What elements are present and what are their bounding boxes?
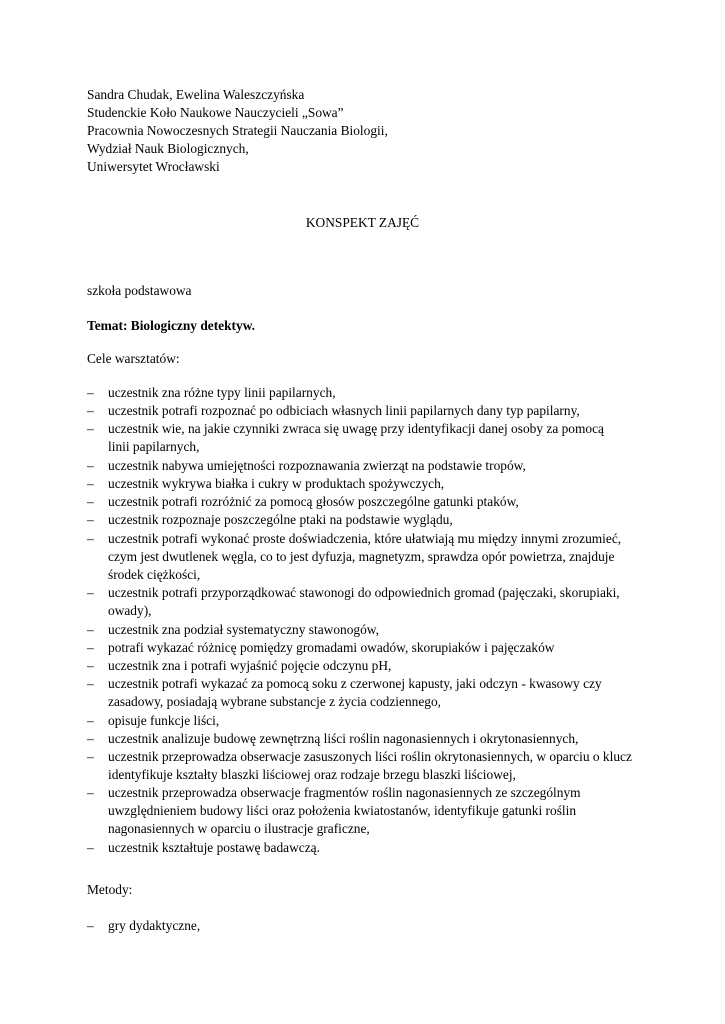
goal-item — [87, 839, 647, 857]
list-item-text — [108, 839, 653, 857]
list-item-line: uczestnik nabywa umiejętności rozpoznawania zwierząt na podstawie tropów, — [108, 457, 526, 473]
list-item-line: linii papilarnych, — [108, 439, 200, 455]
list-item-line: uczestnik wie, na jakie czynniki zwraca się uwagę przy identyfikacji danej osoby za pomocą — [108, 421, 604, 437]
list-item-text — [108, 639, 653, 657]
goal-item — [87, 657, 647, 675]
bullet-dash: – — [87, 621, 94, 637]
list-item-line: uczestnik kształtuje postawę badawczą. — [108, 840, 320, 855]
bullet-dash: – — [87, 585, 94, 601]
list-item-text — [108, 457, 653, 475]
list-item-line: nagonasiennych w oparciu o ilustracje graficzne, — [108, 821, 370, 837]
bullet-dash: – — [87, 421, 94, 437]
list-item-line: gry dydaktyczne, — [108, 918, 201, 933]
bullet-dash: – — [87, 749, 94, 764]
student-club: Studenckie Koło Naukowe Nauczycieli „Sowa” — [87, 105, 344, 120]
bullet-dash: – — [87, 730, 94, 746]
list-item-line: uczestnik potrafi przyporządkować stawonogi do odpowiednich gromad (pajęczaki, skorupiaki, — [108, 585, 620, 601]
university-name: Uniwersytet Wrocławski — [87, 159, 220, 174]
goal-item — [87, 530, 647, 585]
list-item-line: opisuje funkcje liści, — [108, 712, 220, 728]
list-item-text — [108, 402, 653, 420]
list-item-line: uczestnik wykrywa białka i cukry w produktach spożywczych, — [108, 476, 445, 491]
bullet-dash: – — [87, 840, 94, 855]
list-item-line: uczestnik zna różne typy linii papilarnych, — [108, 385, 336, 400]
list-item-line: uczestnik zna i potrafi wyjaśnić pojęcie odczynu pH, — [108, 658, 392, 673]
goal-item — [87, 475, 647, 493]
bullet-dash: – — [87, 658, 94, 673]
list-item-text — [108, 675, 653, 711]
list-item-line: owady), — [108, 603, 152, 619]
goal-item — [87, 784, 647, 839]
list-item-text — [108, 784, 653, 838]
bullet-dash: – — [87, 403, 94, 419]
goal-item — [87, 584, 647, 620]
list-item-text — [108, 530, 653, 584]
list-item-line: uczestnik przeprowadza obserwacje fragmentów roślin nagonasiennych ze szczególnym — [108, 785, 581, 801]
school-level: szkoła podstawowa — [87, 283, 192, 298]
goal-item — [87, 730, 647, 748]
list-item-line: uczestnik potrafi wykazać za pomocą soku z czerwonej kapusty, jaki odczyn - kwasowy czy — [108, 676, 602, 692]
bullet-dash: – — [87, 530, 94, 546]
goal-item — [87, 712, 647, 730]
bullet-dash: – — [87, 476, 94, 491]
list-item-text — [108, 384, 653, 402]
list-item-line: uczestnik analizuje budowę zewnętrzną liści roślin nagonasiennych i okrytonasiennych, — [108, 730, 579, 746]
bullet-dash: – — [87, 512, 94, 528]
methods-heading: Metody: — [87, 882, 133, 897]
list-item-line: identyfikuje kształty blaszki liściowej oraz rodzaje brzegu blaszki liściowej, — [108, 767, 516, 782]
goal-item — [87, 493, 647, 511]
goal-item — [87, 420, 647, 456]
bullet-dash: – — [87, 918, 94, 933]
list-item-text — [108, 712, 653, 730]
list-item-line: czym jest dwutlenek węgla, co to jest dyfuzja, magnetyzm, sprawdza opór powietrza, znajduje — [108, 548, 615, 564]
list-item-line: uczestnik potrafi rozróżnić za pomocą głosów poszczególne gatunki ptaków, — [108, 494, 519, 510]
faculty-name: Wydział Nauk Biologicznych, — [87, 141, 249, 156]
list-item-text — [108, 511, 653, 529]
list-item-text — [108, 493, 653, 511]
bullet-dash: – — [87, 639, 94, 655]
bullet-dash: – — [87, 457, 94, 473]
list-item-line: uczestnik zna podział systematyczny stawonogów, — [108, 621, 379, 637]
bullet-dash: – — [87, 385, 94, 400]
list-item-line: uwzględnieniem budowy liści oraz położenia kwiatostanów, identyfikuje gatunki roślin — [108, 803, 577, 819]
goal-item — [87, 384, 647, 402]
document-title: KONSPEKT ZAJĘĆ — [305, 215, 420, 230]
goals-heading: Cele warsztatów: — [87, 351, 180, 366]
lesson-topic: Temat: Biologiczny detektyw. — [87, 318, 255, 333]
bullet-dash: – — [87, 676, 94, 692]
goal-item — [87, 639, 647, 657]
goal-item — [87, 621, 647, 639]
list-item-line: zasadowy, posiadają wybrane substancje z życia codziennego, — [108, 694, 442, 710]
goal-item — [87, 748, 647, 784]
list-item-text — [108, 748, 653, 784]
list-item-text — [108, 584, 653, 620]
list-item-text — [108, 621, 653, 639]
list-item-text — [108, 657, 653, 675]
list-item-line: uczestnik potrafi wykonać proste doświadczenia, które ułatwiają mu między innymi zrozumieć, — [108, 530, 622, 546]
list-item-line: środek ciężkości, — [108, 566, 201, 582]
goal-item — [87, 402, 647, 420]
goal-item — [87, 675, 647, 711]
bullet-dash: – — [87, 494, 94, 510]
list-item-line: uczestnik przeprowadza obserwacje zasuszonych liści roślin okrytonasiennych, w oparciu o klucz — [108, 749, 632, 764]
list-item-text — [108, 730, 653, 748]
list-item-text — [108, 917, 653, 935]
lab-name: Pracownia Nowoczesnych Strategii Nauczania Biologii, — [87, 123, 388, 138]
method-item — [87, 917, 647, 935]
bullet-dash: – — [87, 785, 94, 801]
list-item-text — [108, 420, 653, 456]
list-item-line: uczestnik rozpoznaje poszczególne ptaki na podstawie wyglądu, — [108, 512, 453, 528]
list-item-line: uczestnik potrafi rozpoznać po odbiciach własnych linii papilarnych dany typ papilarny, — [108, 403, 580, 419]
list-item-text — [108, 475, 653, 493]
goal-item — [87, 457, 647, 475]
goal-item — [87, 511, 647, 529]
author-names: Sandra Chudak, Ewelina Waleszczyńska — [87, 87, 305, 102]
bullet-dash: – — [87, 712, 94, 728]
list-item-line: potrafi wykazać różnicę pomiędzy gromadami owadów, skorupiaków i pajęczaków — [108, 639, 555, 655]
